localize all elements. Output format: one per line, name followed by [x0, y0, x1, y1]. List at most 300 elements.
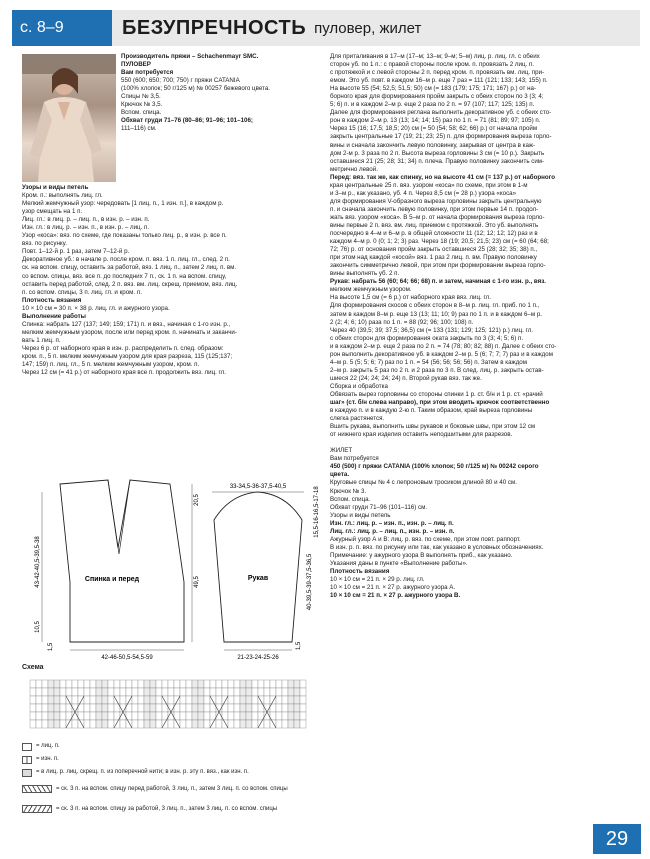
chart-cell [180, 688, 186, 696]
sleeve-top-measure: 33-34,5-36-37,5-40,5 [229, 484, 287, 490]
chart-cell [186, 696, 192, 704]
text-line: Декоративное уб.: в начале р. после кром. п. вяз. 1 п. лиц. гл., след. 2 п. [22, 256, 230, 264]
page-number: 29 [593, 824, 641, 854]
chart-cell [240, 680, 246, 688]
chart-cell [204, 680, 210, 688]
chart-cell [96, 720, 102, 728]
chart-cell [192, 680, 198, 688]
chart-cell [84, 720, 90, 728]
chart-cell [132, 680, 138, 688]
chart-cell [96, 680, 102, 688]
chart-cell [48, 712, 54, 720]
chart-cell [276, 720, 282, 728]
chart-cell [138, 704, 144, 712]
cable-front-symbol-icon [22, 785, 52, 793]
chart-cell [186, 720, 192, 728]
chart-cell [198, 688, 204, 696]
chart-cell [288, 688, 294, 696]
chart-cell [126, 680, 132, 688]
text-line: Обхват груди 71–76 (80–86; 91–96; 101–106; [121, 117, 253, 125]
chart-cell [234, 720, 240, 728]
chart-cell [36, 712, 42, 720]
text-line: Спицы № 3,5. [121, 93, 161, 101]
chart-cell [156, 680, 162, 688]
text-line: емом. Это уб. повт. в каждом 16–м р. еще 7 раз = 111 (121; 133; 143; 155) п. [330, 77, 548, 85]
chart-cell [174, 688, 180, 696]
chart-cell [300, 680, 306, 688]
text-line: Через 12 см (= 41 р.) от наборного края все п. продолжить вяз. лиц. гл. [22, 369, 227, 377]
text-line: Круговые спицы № 4 с лепроновым тросиком длиной 80 и 40 см. [330, 479, 517, 487]
chart-cell [126, 688, 132, 696]
chart-cell [36, 680, 42, 688]
chart-cell [60, 704, 66, 712]
chart-cell [102, 680, 108, 688]
chart-cell [282, 696, 288, 704]
chart-cell [138, 712, 144, 720]
text-line: вины и сначала закончить левую половинку, закрывая от центра в каж- [330, 141, 536, 149]
pattern-schematics [22, 462, 322, 662]
text-line: Для формирования скосов с обеих сторон в 8–м р. лиц. гл. приб. по 1 п., [330, 302, 540, 310]
chart-cell [276, 704, 282, 712]
text-line: Лиц. гл.: лиц. р. – лиц. п., изн. р. – изн. п. [330, 527, 455, 535]
text-line: Вам потребуется [121, 69, 174, 77]
chart-cell [180, 712, 186, 720]
text-line: В изн. р. п. вяз. по рисунку или так, как указано в условных обозначениях. [330, 543, 544, 551]
sleeve-height-measure: 40-39,5-39-37,5-36,5 [307, 553, 313, 611]
text-line: вины выполнять уб. 2 п. [330, 270, 400, 278]
chart-cell [288, 696, 294, 704]
chart-cell [228, 680, 234, 688]
sleeve-bottom-measure: 21-23-24-25-26 [237, 655, 279, 661]
chart-cell [180, 720, 186, 728]
chart-cell [72, 720, 78, 728]
chart-cell [282, 704, 288, 712]
chart-cell [252, 720, 258, 728]
text-line: Вспом. спица. [330, 495, 371, 503]
chart-cell [288, 712, 294, 720]
chart-cell [144, 712, 150, 720]
chart-cell [162, 680, 168, 688]
chart-cell [96, 704, 102, 712]
body-mid-measure: 49,5 [194, 576, 200, 588]
chart-cell [72, 696, 78, 704]
chart-cell [234, 688, 240, 696]
chart-cell [246, 696, 252, 704]
text-line: п. со вспом. спицы, 3 п. лиц. гл. и кром. п. [22, 288, 142, 296]
article-subtitle: пуловер, жилет [314, 19, 422, 37]
chart-cell [300, 696, 306, 704]
model-silhouette-icon [22, 54, 116, 182]
chart-cell [276, 696, 282, 704]
chart-cell [294, 688, 300, 696]
text-line: жать вяз. узором «коса». В 5–м р. от начала формирования выреза горло- [330, 213, 545, 221]
neck-depth-measure: 20,5 [194, 494, 200, 506]
chart-cell [288, 680, 294, 688]
chart-cell [294, 704, 300, 712]
chart-cell [144, 680, 150, 688]
chart-cell [300, 688, 306, 696]
text-line: На высоте 1,5 см (= 6 р.) от наборного края вяз. лиц. гл. [330, 294, 491, 302]
text-line: затем в каждом 8–м р. еще 13 (13; 11; 10; 9) раз по 1 п. и в каждом 6–м р. [330, 310, 542, 318]
chart-cell [204, 704, 210, 712]
chart-cell [36, 704, 42, 712]
page-range-badge: c. 8–9 [12, 10, 112, 46]
chart-cell [144, 688, 150, 696]
chart-cell [156, 688, 162, 696]
chart-cell [222, 680, 228, 688]
chart-cell [108, 720, 114, 728]
chart-cell [228, 704, 234, 712]
chart-cell [234, 696, 240, 704]
chart-cell [48, 696, 54, 704]
legend-item: = в лиц. р. лиц. скрещ. п. из поперечной нити; в изн. р. эту п. вяз., как изн. п. [22, 766, 322, 779]
text-line: 111–116) см. [121, 125, 157, 133]
text-line: 4–м р. 5 (5; 5; 6; 7) раз по 1 п. = 54 (56; 56; 56; 56) п. Затем в каждом [330, 358, 528, 366]
text-line: и в каждом 2–м р. еще 2 раза по 2 п. = 74 (78; 80; 82; 88) п. Далее с обеих сто- [330, 342, 557, 350]
left-column-text [22, 184, 318, 446]
chart-cell [252, 696, 258, 704]
chart-cell [84, 704, 90, 712]
sleeve-outline [214, 492, 302, 642]
chart-cell [102, 712, 108, 720]
chart-cell [210, 680, 216, 688]
text-line [330, 439, 630, 447]
body-piece-label: Спинка и перед [84, 576, 140, 583]
text-line: оставить перед работой, след. 2 п. вяз. вм. лиц. скрещ. приемом, вяз. лиц. [22, 280, 238, 288]
chart-cell [240, 704, 246, 712]
chart-cell [108, 712, 114, 720]
page-header [12, 10, 640, 46]
chart-cell [192, 704, 198, 712]
chart-cell [294, 696, 300, 704]
chart-cell [150, 720, 156, 728]
text-line: и 3–м р., как указано, уб. 4 п. Через 8,5 см (= 28 р.) узора «коса» [330, 189, 517, 197]
text-line: каждом 4–м р. 0 (0; 1; 2; 3) раз. Через 18 (19; 20,5; 21,5; 23) см (= 60 (64; 68; [330, 238, 549, 246]
body-bottom-measure: 42-46-50,5-54,5-59 [101, 655, 153, 661]
chart-cell [216, 696, 222, 704]
chart-cell [264, 680, 270, 688]
chart-cell [282, 720, 288, 728]
chart-cell [132, 720, 138, 728]
chart-cell [96, 688, 102, 696]
legend-item: = ск. 3 п. на вспом. спицу за работой, 3 лиц. п., затем 3 лиц. п. со вспом. спицы [22, 799, 322, 819]
chart-cell [180, 696, 186, 704]
chart-cell [276, 712, 282, 720]
chart-cell [30, 720, 36, 728]
chart-cell [66, 688, 72, 696]
model-photo [22, 54, 116, 182]
chart-cell [264, 696, 270, 704]
chart-cell [276, 688, 282, 696]
text-line: ск. на вспом. спицу, оставить за работой, вяз. 1 лиц. п., затем 2 лиц. п. вм. [22, 264, 237, 272]
chart-cell [48, 688, 54, 696]
chart-cell [30, 696, 36, 704]
text-line: закрыть центральные 17 (19; 21; 23; 25) п. для формирования выреза горло- [330, 133, 552, 141]
text-line: Через 6 р. от наборного края в изн. р. распределить п. след. образом: [22, 344, 224, 352]
chart-cell [120, 688, 126, 696]
chart-cell [186, 688, 192, 696]
text-line: 450 (500) г пряжи CATANIA (100% хлопок; 50 г/125 м) № 00242 серого [330, 463, 539, 471]
chart-cell [84, 712, 90, 720]
right-column-text [330, 53, 630, 843]
text-line: (100% хлопок; 50 г/125 м) № 00257 бежевого цвета. [121, 85, 270, 93]
text-line: п. и сначала закончить левую половинку, при этом первые 14 п. продол- [330, 205, 539, 213]
chart-cell [156, 704, 162, 712]
chart-cell [168, 696, 174, 704]
text-line: с протяжкой и с левой стороны 2 п. перед кром. п. провязать вм. лиц. при- [330, 69, 545, 77]
chart-cell [282, 680, 288, 688]
text-line: посчередно в 4–м и 6–м р. в общей сложности 11 (12; 12; 12; 12) раз и в [330, 230, 538, 238]
chart-cell [300, 720, 306, 728]
text-line: дом 2-м р. 3 раза по 2 п. Высота выреза горловины 3 см (= 10 р.). Закрыть [330, 149, 545, 157]
text-line: Ажурный узор А и В: лиц. р. вяз. по схеме, при этом повт. раппорт. [330, 535, 521, 543]
chart-cell [240, 720, 246, 728]
chart-cell [54, 704, 60, 712]
chart-cell [228, 720, 234, 728]
chart-cell [90, 680, 96, 688]
chart-cell [168, 680, 174, 688]
text-line: 5; 6) п. и в каждом 2–м р. еще 2 раза по 2 п. = 97 (107; 117; 125; 135) п. [330, 101, 535, 109]
body-outline [60, 480, 184, 642]
chart-cell [120, 680, 126, 688]
text-line: Через 40 (39,5; 39; 37,5; 36,5) см (= 133 (131; 129; 125; 121) р.) лиц. гл. [330, 326, 534, 334]
knit-stitch-symbol-icon [22, 743, 32, 751]
text-line: Для приталивания в 17–м (17–м; 13–м; 9–м; 5–м) лиц. р. лиц. гл. с обеих [330, 53, 540, 60]
legend-item: = изн. п. [22, 753, 322, 766]
text-line: Примечание: у ажурного узора В выполнять приб., как указано. [330, 551, 513, 559]
text-line: рон в каждом 2–м р. 13 (13; 14; 14; 15) раз по 1 п. = 71 (81; 89; 97; 105) п. [330, 117, 541, 125]
article-title: БЕЗУПРЕЧНОСТЬ [122, 16, 307, 39]
chart-cell [144, 704, 150, 712]
text-line: 550 (600; 650; 700; 750) г пряжи CATANIA [121, 77, 240, 85]
chart-cell [150, 680, 156, 688]
chart-cell [294, 680, 300, 688]
text-line: 72; 76) р. от основания пройм закрыть оставшиеся 25 (28; 32; 35; 38) п., [330, 246, 538, 254]
chart-cell [180, 680, 186, 688]
sleeve-piece-label: Рукав [247, 575, 269, 582]
chart-cell [240, 712, 246, 720]
text-line: На высоте 55 (54; 52,5; 51,5; 50) см (= 183 (179; 175; 171; 167) р.) от на- [330, 85, 537, 93]
text-line: 10 × 10 см = 21 п. × 27 р. ажурного узора А. [330, 584, 456, 592]
text-line: шаг» (ст. б/н слева направо), при этом вводить крючок соответственно [330, 399, 550, 407]
chart-cell [204, 720, 210, 728]
chart-cell [54, 688, 60, 696]
text-line: слегка растянется. [330, 415, 385, 423]
chart-cell [60, 680, 66, 688]
cable-back-symbol-icon [22, 805, 52, 813]
chart-cell [192, 688, 198, 696]
chart-cell [240, 688, 246, 696]
chart-cell [174, 680, 180, 688]
chart-cell [144, 720, 150, 728]
chart-cell [192, 696, 198, 704]
chart-cell [252, 688, 258, 696]
chart-cell [30, 680, 36, 688]
chart-cell [144, 696, 150, 704]
chart-cell [246, 680, 252, 688]
text-line: 10 × 10 см = 21 п. × 27 р. ажурного узора В. [330, 592, 461, 600]
chart-cell [66, 680, 72, 688]
chart-cell [60, 688, 66, 696]
chart-cell [192, 720, 198, 728]
chart-cell [138, 696, 144, 704]
chart-cell [108, 704, 114, 712]
chart-cell [246, 704, 252, 712]
text-line: Плотность вязания [330, 568, 390, 575]
chart-cell [192, 712, 198, 720]
chart-cell [234, 680, 240, 688]
body-side-measure: 43-42-40,5-39,5-38 [35, 536, 41, 588]
text-line: вяз. по рисунку. [22, 240, 67, 248]
chart-cell [78, 688, 84, 696]
text-line: Изн. гл.: лиц. р. – изн. п., изн. р. – лиц. п. [330, 519, 454, 527]
chart-cell [246, 712, 252, 720]
chart-cell [102, 704, 108, 712]
text-line: Сборка и обработка [330, 382, 388, 390]
chart-cell [120, 696, 126, 704]
chart-cell [288, 704, 294, 712]
chart-cell [222, 688, 228, 696]
text-line: рон выполнить декоративное уб. в каждом 2–м р. 5 (6; 7; 7; 7) раз и в каждом [330, 350, 553, 358]
chart-cell [108, 696, 114, 704]
chart-cell [168, 688, 174, 696]
text-line: сторон уб. по 1 п.: с правой стороны после кром. п. провязать 2 лиц. п. [330, 61, 535, 69]
chart-cell [84, 688, 90, 696]
chart-cell [228, 712, 234, 720]
chart-cell [156, 720, 162, 728]
chart-cell [48, 704, 54, 712]
text-line: с обеих сторон для формирования оката закрыть по 3 (3; 4; 5; 6) п. [330, 334, 524, 342]
chart-cell [132, 704, 138, 712]
chart-cell [48, 680, 54, 688]
text-line: Узор «коса»: вяз. по схеме, где показаны только лиц. р., в изн. р. все п. [22, 232, 227, 240]
chart-cell [84, 680, 90, 688]
chart-cell [228, 688, 234, 696]
chart-cell [270, 688, 276, 696]
chart-cell [150, 712, 156, 720]
chart-cell [90, 704, 96, 712]
chart-cell [54, 680, 60, 688]
scheme-title: Схема [22, 664, 44, 671]
chart-cell [162, 688, 168, 696]
chart-cell [270, 680, 276, 688]
text-line: узор смещать на 1 п. [22, 208, 83, 216]
sleeve-hem-measure: 1,5 [296, 641, 302, 651]
text-line: оставшиеся 21 (25; 28; 31; 34) п. плеча. Правую половинку закончить сим- [330, 157, 545, 165]
chart-cell [102, 696, 108, 704]
chart-cell [234, 712, 240, 720]
text-line: Обвязать вырез горловины со стороны спинки 1 р. ст. б/н и 1 р. ст. «рачий [330, 390, 543, 398]
text-line: края центральные 25 п. вяз. узором «коса» по схеме, при этом в 1-м [330, 181, 528, 189]
chart-cell [36, 688, 42, 696]
chart-cell [90, 712, 96, 720]
chart-cell [156, 712, 162, 720]
text-line: 10 × 10 см = 30 п. × 38 р. лиц. гл. и ажурного узора. [22, 304, 170, 312]
chart-cell [132, 688, 138, 696]
text-line: Лиц. гл.: в лиц. р. – лиц. п., в изн. р. – изн. п. [22, 216, 150, 224]
chart-cell [300, 712, 306, 720]
chart-cell [42, 712, 48, 720]
chart-cell [246, 688, 252, 696]
chart-cell [30, 688, 36, 696]
chart-cell [54, 712, 60, 720]
text-line: 2–м р. закрыть 5 раз по 2 п. и 2 раза по 3 п. В след. лиц. р. закрыть остав- [330, 366, 544, 374]
body-hem-measure: 1,5 [48, 642, 54, 652]
chart-cell [186, 712, 192, 720]
chart-cell [36, 720, 42, 728]
chart-cell [240, 696, 246, 704]
chart-cell [90, 696, 96, 704]
chart-cell [198, 696, 204, 704]
chart-cell [42, 704, 48, 712]
chart-cell [252, 704, 258, 712]
text-line: закончить симметрично левой, при этом при формировании выреза горло- [330, 262, 546, 270]
chart-cell [282, 688, 288, 696]
chart-cell [186, 680, 192, 688]
chart-cell [114, 688, 120, 696]
chart-cell [84, 696, 90, 704]
body-slit-measure: 10,5 [35, 621, 41, 633]
chart-cell [60, 720, 66, 728]
text-line: Обхват груди 71–96 (101–116) см. [330, 503, 428, 511]
text-line: 2 (2; 4; 6; 10) раза по 1 п. = 88 (92; 96; 100; 108) п. [330, 318, 474, 326]
text-line: Перед: вяз. так же, как спинку, но на высоте 41 см (= 137 р.) от наборного [330, 173, 555, 181]
text-line: вины первые 2 п. вяз. вм. лиц. приемом с протяжкой. Это уб. выполнять [330, 221, 539, 229]
chart-cell [258, 680, 264, 688]
chart-cell [252, 712, 258, 720]
chart-cell [246, 720, 252, 728]
text-line: метрично левой. [330, 165, 378, 173]
symbol-legend [22, 740, 322, 840]
text-line: при этом над каждой «косой» вяз. 1 раз 2 лиц. п. вм. Правую половинку [330, 254, 537, 262]
purl-stitch-symbol-icon [22, 756, 32, 764]
chart-cell [198, 712, 204, 720]
chart-cell [42, 688, 48, 696]
text-line: ЖИЛЕТ [330, 447, 353, 455]
text-line: кром. п., 5 п. мелким жемчужным узором для края разреза, 115 (125;137; [22, 352, 233, 360]
chart-cell [294, 720, 300, 728]
chart-cell [108, 680, 114, 688]
text-line: Через 15 (16; 17,5; 18,5; 20) см (= 50 (54; 58; 62; 66) р.) от начала пройм [330, 125, 538, 133]
legend-item: = лиц. п. [22, 740, 322, 753]
chart-cell [138, 720, 144, 728]
chart-cell [234, 704, 240, 712]
chart-cell [42, 720, 48, 728]
text-line: Кром. п.: выполнять лиц. гл. [22, 192, 103, 200]
text-line: Плотность вязания [22, 296, 82, 304]
chart-cell [30, 712, 36, 720]
chart-cell [150, 688, 156, 696]
text-line: Указания даны в пункте «Выполнение работы». [330, 559, 468, 567]
title-bar [112, 10, 640, 46]
chart-cell [300, 704, 306, 712]
chart-cell [150, 696, 156, 704]
chart-cell [276, 680, 282, 688]
chart-cell [216, 688, 222, 696]
text-line: Выполнение работы [22, 312, 86, 320]
chart-cell [216, 680, 222, 688]
chart-cell [114, 680, 120, 688]
chart-cell [198, 680, 204, 688]
chart-cell [264, 688, 270, 696]
chart-cell [132, 712, 138, 720]
text-line: 10 × 10 см = 21 п. × 29 р. лиц. гл. [330, 576, 425, 584]
chart-cell [102, 688, 108, 696]
chart-cell [72, 680, 78, 688]
chart-cell [198, 704, 204, 712]
chart-cell [90, 688, 96, 696]
twisted-stitch-symbol-icon [22, 769, 32, 777]
